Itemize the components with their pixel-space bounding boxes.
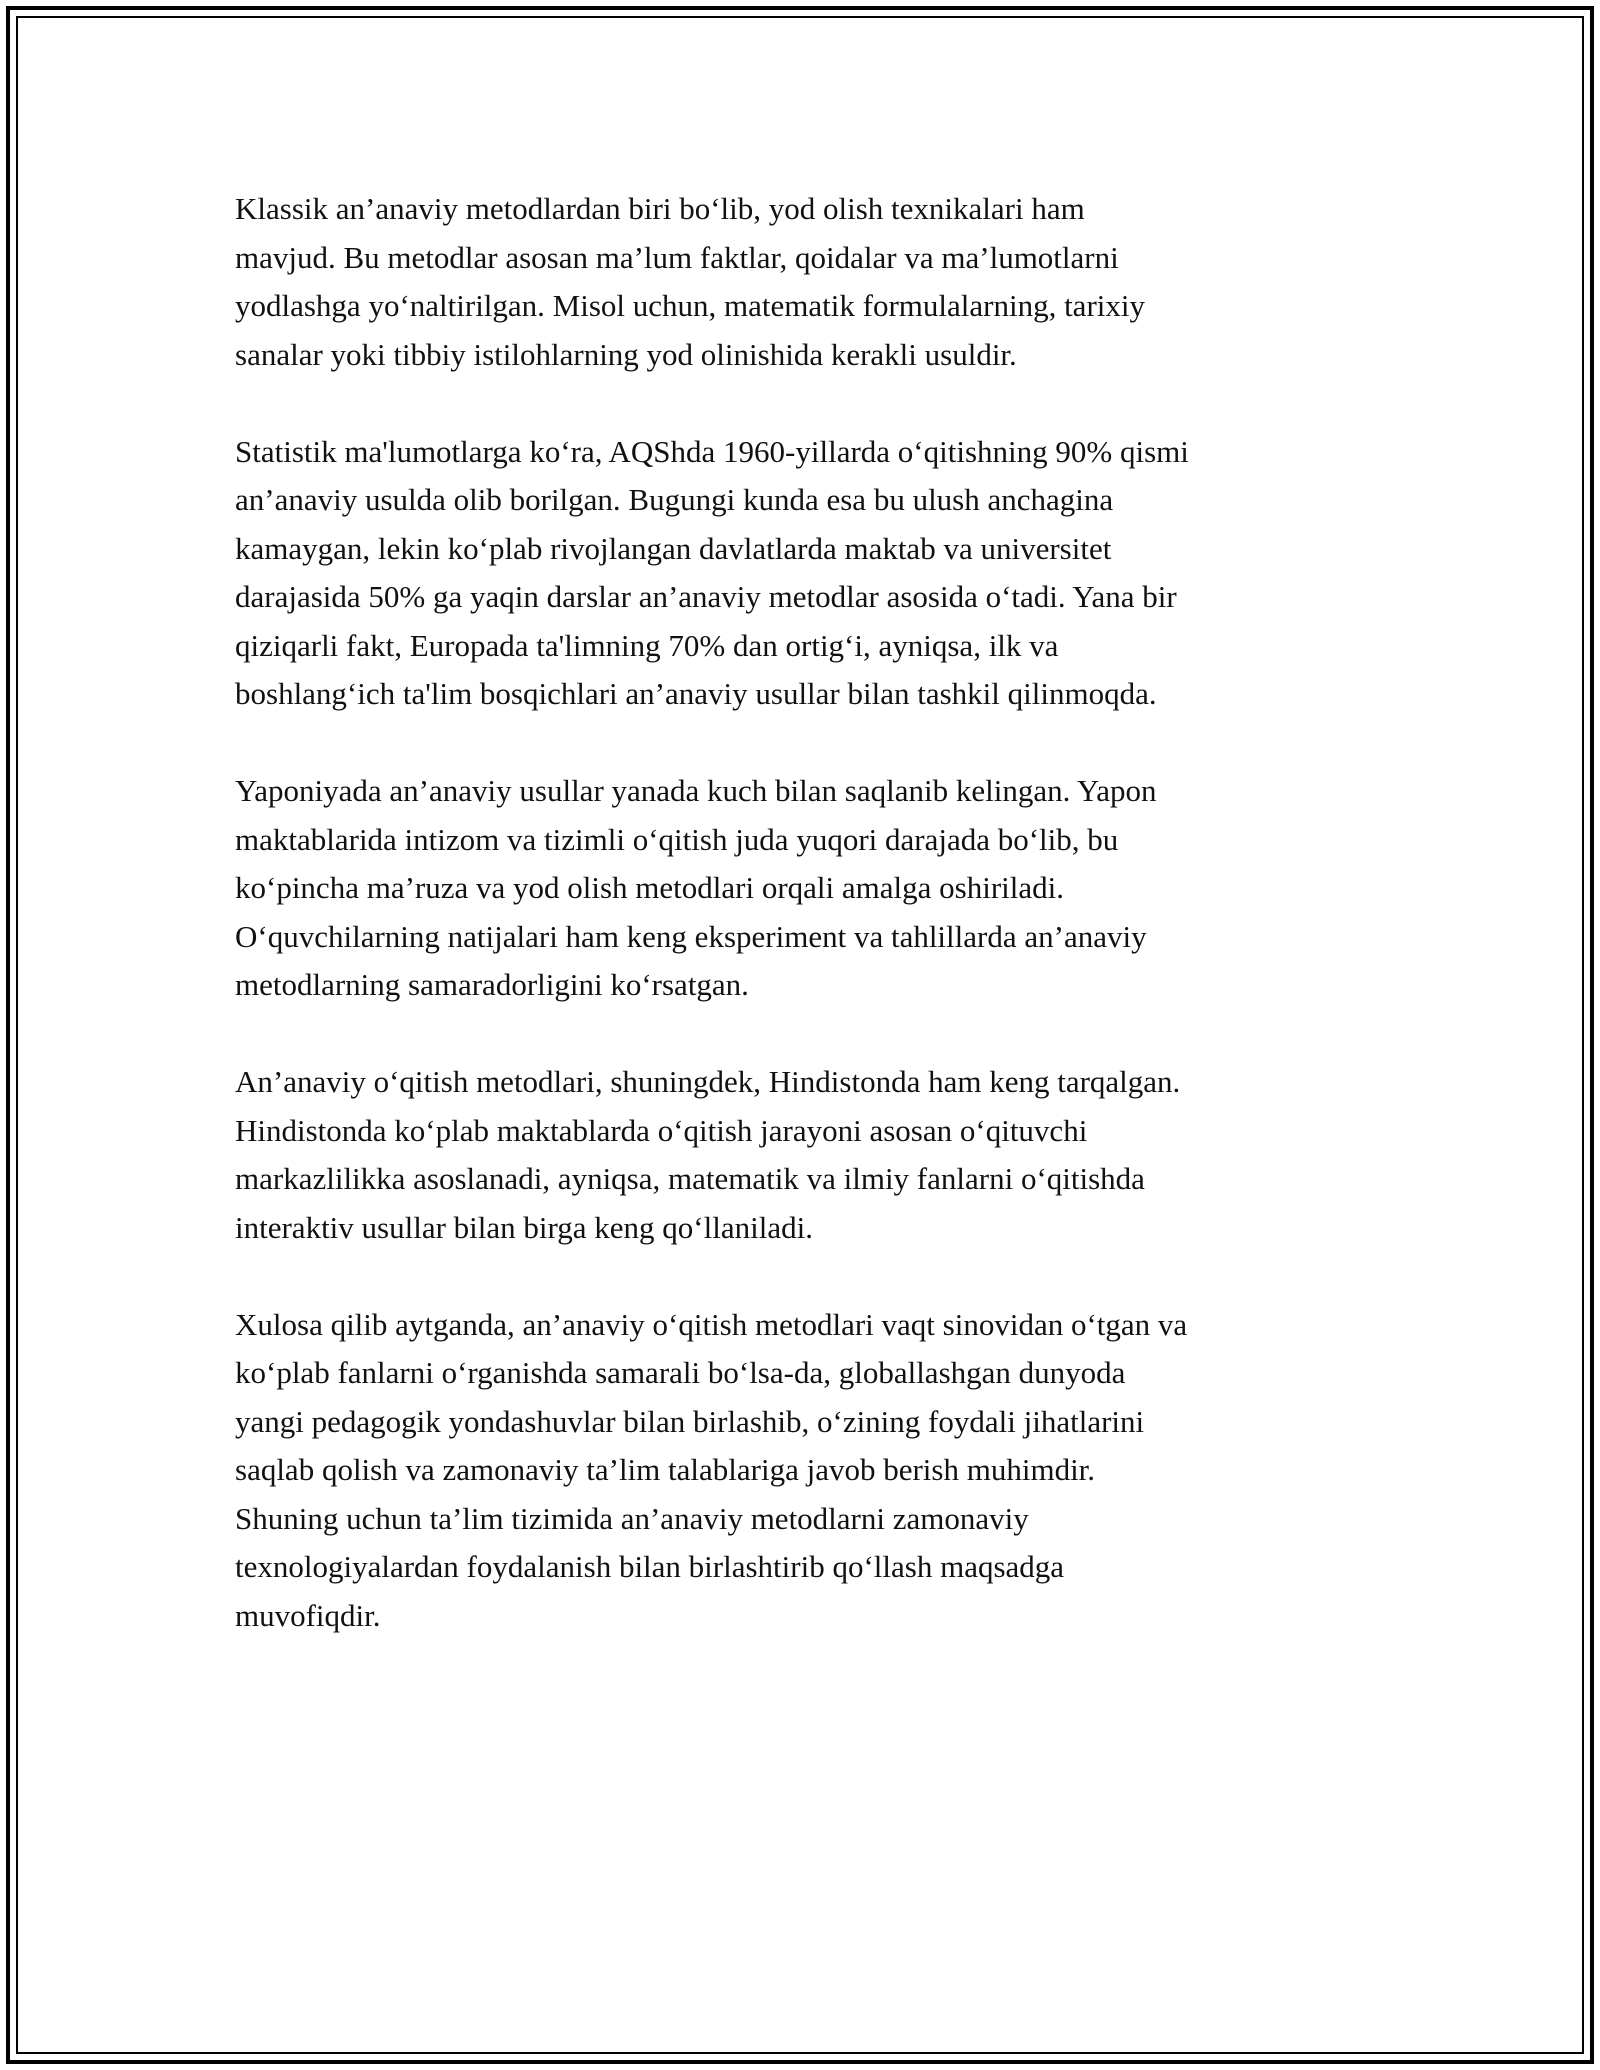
text-line: an’anaviy usulda olib borilgan. Bugungi kunda esa bu ulush anchagina xyxy=(235,482,1114,517)
text-line: O‘quvchilarning natijalari ham keng eksperiment va tahlillarda an’anaviy xyxy=(235,918,1147,954)
text-line: yodlashga yo‘naltirilgan. Misol uchun, matematik formulalarning, tarixiy xyxy=(235,288,1145,323)
text-line: muvofiqdir. xyxy=(235,1597,381,1633)
text-line: ko‘plab fanlarni o‘rganishda samarali bo‘lsa-da, globallashgan dunyoda xyxy=(235,1355,1126,1390)
text-line: interaktiv usullar bilan birga keng qo‘llaniladi. xyxy=(235,1209,813,1245)
text-line: Shuning uchun ta’lim tizimida an’anaviy metodlarni zamonaviy xyxy=(235,1500,1029,1536)
text-line: darajasida 50% ga yaqin darslar an’anaviy metodlar asosida o‘tadi. Yana bir xyxy=(235,579,1177,614)
text-line: Yaponiyada an’anaviy usullar yanada kuch bilan saqlanib kelingan. Yapon xyxy=(235,773,1157,808)
text-line: metodlarning samaradorligini ko‘rsatgan. xyxy=(235,967,749,1002)
text-line: ko‘pincha ma’ruza va yod olish metodlari orqali amalga oshiriladi. xyxy=(235,870,1064,905)
text-line: Xulosa qilib aytganda, an’anaviy o‘qitish metodlari vaqt sinovidan o‘tgan va xyxy=(235,1306,1188,1342)
text-line: yangi pedagogik yondashuvlar bilan birlashib, o‘zining foydali jihatlarini xyxy=(235,1403,1145,1439)
text-line: mavjud. Bu metodlar asosan ma’lum faktlar, qoidalar va ma’lumotlarni xyxy=(235,239,1119,275)
document-body xyxy=(235,185,1375,1689)
paragraph-statistics xyxy=(235,428,1375,719)
text-line: boshlang‘ich ta'lim bosqichlari an’anaviy usullar bilan tashkil qilinmoqda. xyxy=(235,676,1157,711)
text-line: Hindistonda ko‘plab maktablarda o‘qitish jarayoni asosan o‘qituvchi xyxy=(235,1112,1088,1148)
text-line: sanalar yoki tibbiy istilohlarning yod olinishida kerakli usuldir. xyxy=(235,336,1017,372)
text-line: An’anaviy o‘qitish metodlari, shuningdek, Hindistonda ham keng tarqalgan. xyxy=(235,1064,1181,1099)
paragraph-japan xyxy=(235,767,1375,1010)
text-line: saqlab qolish va zamonaviy ta’lim talablariga javob berish muhimdir. xyxy=(235,1452,1096,1487)
paragraph-india xyxy=(235,1058,1375,1252)
text-line: qiziqarli fakt, Europada ta'limning 70% dan ortig‘i, ayniqsa, ilk va xyxy=(235,627,1059,663)
text-line: markazlilikka asoslanadi, ayniqsa, matematik va ilmiy fanlarni o‘qitishda xyxy=(235,1161,1145,1196)
text-line: maktablarida intizom va tizimli o‘qitish juda yuqori darajada bo‘lib, bu xyxy=(235,821,1119,857)
text-line: kamaygan, lekin ko‘plab rivojlangan davlatlarda maktab va universitet xyxy=(235,530,1112,566)
text-line: Klassik an’anaviy metodlardan biri bo‘lib, yod olish texnikalari ham xyxy=(235,191,1085,226)
text-line: Statistik ma'lumotlarga ko‘ra, AQShda 1960-yillarda o‘qitishning 90% qismi xyxy=(235,433,1189,469)
paragraph-memorization xyxy=(235,185,1375,379)
text-line: texnologiyalardan foydalanish bilan birlashtirib qo‘llash maqsadga xyxy=(235,1549,1065,1584)
paragraph-conclusion xyxy=(235,1301,1375,1641)
